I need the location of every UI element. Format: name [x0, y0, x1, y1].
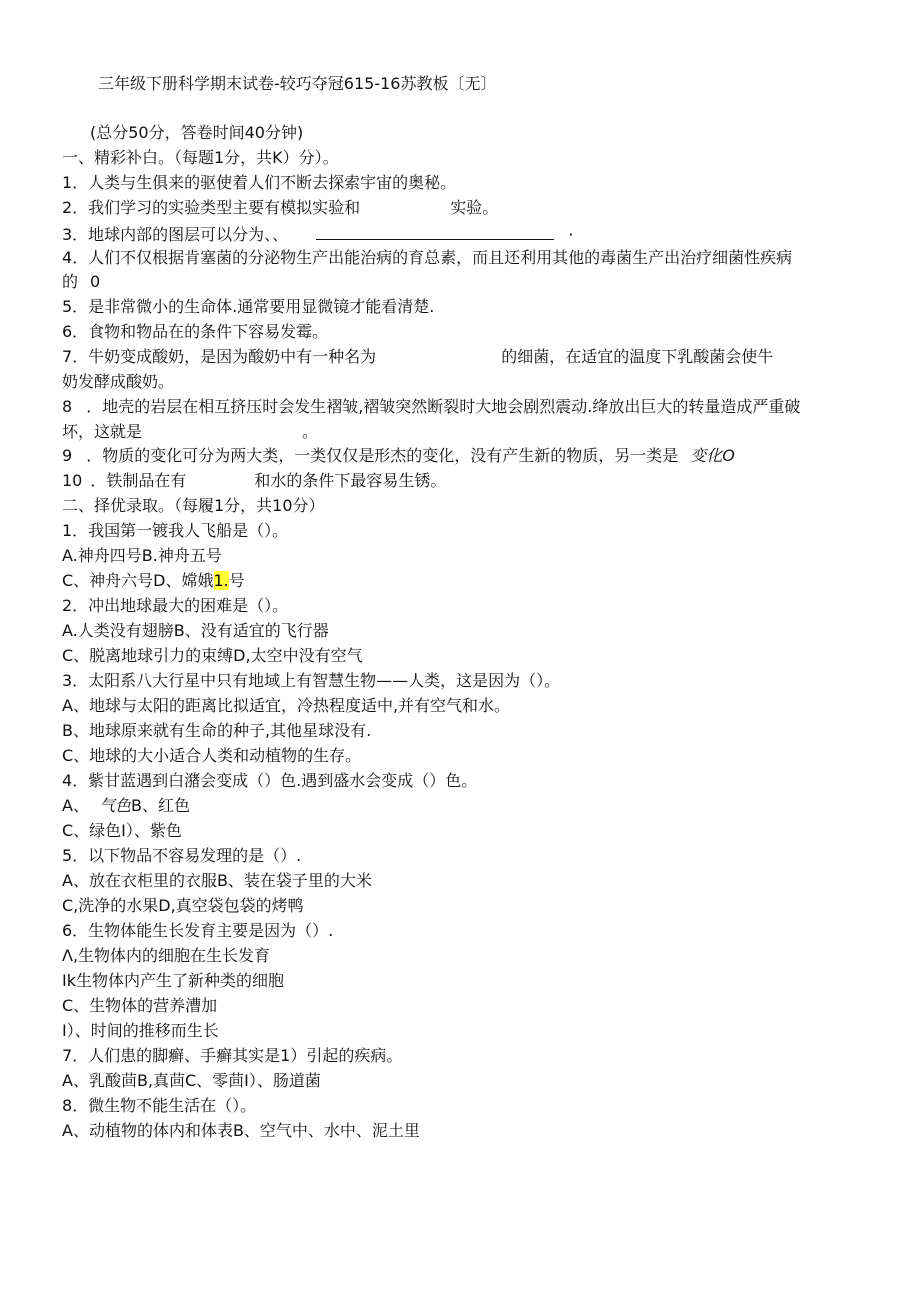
answer-blank[interactable] [316, 223, 554, 240]
section2-q1-options-ab: A.神舟四号B.神舟五号 [62, 546, 222, 565]
section1-q10 [62, 471, 446, 491]
section1-q9-tail: 变化O [690, 446, 735, 465]
section2-q3-option-a: A、地球与太阳的距离比拟适宜，冷热程度适中,并有空气和水。 [62, 696, 511, 715]
section1-q8-number: 8 [62, 397, 73, 416]
section1-q6: 6．食物和物品在的条件下容易发霉。 [62, 322, 329, 341]
section2-q1-cd-tail: 号 [228, 571, 245, 590]
section1-q4-line1: 4．人们不仅根据肯塞菌的分泌物生产出能治病的育总素，而且还利用其他的毒菌生产出治疗细菌性疾病 [62, 248, 793, 267]
section2-q5-options-ab: A、放在衣柜里的衣服B、装在袋子里的大米 [62, 871, 372, 890]
section1-q2-text: 2．我们学习的实验类型主要有模拟实验和 [62, 198, 361, 217]
section2-q2: 2．冲出地球最大的困难是（）。 [62, 596, 289, 615]
section1-q7-line2: 奶发酵成酸奶。 [62, 372, 175, 391]
section1-q8-text: ．地壳的岩层在相互挤压时会发生褶皱,褶皱突然断裂时大地会剧烈震动.绛放出巨大的转量造成严重破 [86, 397, 801, 416]
section2-q3-option-c: C、地球的大小适合人类和动植物的生存。 [62, 746, 362, 765]
section2-q6: 6．生物体能生长发育主要是因为（）. [62, 921, 334, 940]
section2-q6-option-d: I）、时间的推移而生长 [62, 1021, 219, 1040]
section2-q5: 5．以下物品不容易发理的是（）. [62, 846, 302, 865]
exam-meta: (总分50分，答卷时间40分钟) [90, 123, 304, 142]
section1-q5: 5．是非常微小的生命体.通常要用显微镜才能看清楚. [62, 297, 435, 316]
section2-q2-options-cd: C、脱离地球引力的束缚D,太空中没有空气 [62, 646, 363, 665]
section1-q3 [62, 223, 573, 245]
section2-heading: 二、择优录取。（每履1分，共10分） [62, 496, 325, 515]
section1-q7-text: 7．牛奶变成酸奶，是因为酸奶中有一种名为 [62, 347, 377, 366]
section1-q2-tail: 实验。 [450, 198, 499, 217]
section1-q1: 1．人类与生俱来的驱使着人们不断去探索宇宙的奥秘。 [62, 173, 457, 192]
section2-q2-options-ab: A.人类没有翅膀B、没有适宜的飞行器 [62, 621, 329, 640]
document-title: 三年级下册科学期末试卷-较巧夺冠615-16苏教板〔无〕 [98, 74, 497, 93]
section1-q8-line2 [62, 422, 318, 442]
section1-q9-text: ．物质的变化可分为两大类，一类仅仅是形杰的变化，没有产生新的物质，另一类是 [86, 446, 679, 465]
section1-q4-text: 的 [62, 272, 79, 291]
section2-q4-options-cd: C、绿色I）、紫色 [62, 821, 182, 840]
section1-q4-tail: 0 [90, 272, 101, 291]
section1-q10-text: ．铁制品在有 [90, 471, 187, 490]
section1-q8-line1 [62, 397, 800, 417]
section2-q4-a-value: 气色 [98, 796, 131, 815]
section2-q3: 3．太阳系八大行星中只有地域上有智慧生物——人类，这是因为（）。 [62, 671, 561, 690]
section2-q6-option-a: Λ,生物体内的细胞在生长发育 [62, 946, 271, 965]
section1-q3-tail: · [568, 225, 574, 244]
section2-q8-options-ab: A、动植物的体内和体表B、空气中、水中、泥土里 [62, 1121, 420, 1140]
section2-q1-options-cd [62, 571, 245, 591]
section2-q7-options: A、乳酸茴B,真茴C、零茴I）、肠道菌 [62, 1071, 321, 1090]
section1-q7-tail: 的细菌，在适宜的温度下乳酸菌会使牛 [501, 347, 774, 366]
section1-q2 [62, 198, 498, 218]
section1-q8-tail: 。 [302, 422, 319, 441]
section2-q4-a: A、 [62, 796, 89, 815]
section2-q5-options-cd: C,洗净的水果D,真空袋包袋的烤鸭 [62, 896, 304, 915]
section2-q7: 7．人们患的脚癣、手癣其实是1）引起的疾病。 [62, 1046, 403, 1065]
section2-q1: 1．我国第一镀我人飞船是（）。 [62, 521, 289, 540]
section1-q9 [62, 446, 735, 466]
section2-q4: 4．紫甘蓝遇到白潴会变成（）色.遇到盛水会变成（）色。 [62, 771, 478, 790]
section2-q6-option-b: Ik生物体内产生了新种类的细胞 [62, 971, 284, 990]
section1-q8-cont: 坏，这就是 [62, 422, 143, 441]
section2-q8: 8．微生物不能生活在（）。 [62, 1096, 257, 1115]
section1-q7-line1 [62, 347, 773, 367]
section1-q10-number: 10 [62, 471, 83, 490]
section2-q4-b: B、红色 [130, 796, 190, 815]
section2-q4-options-ab [62, 796, 190, 816]
section2-q6-option-c: C、生物体的营养漕加 [62, 996, 218, 1015]
section1-q9-number: 9 [62, 446, 73, 465]
section1-heading: 一、精彩补白。（每题1分，共K）分）。 [62, 148, 339, 167]
section1-q4-line2 [62, 272, 100, 292]
section2-q3-option-b: B、地球原来就有生命的种子,其他星球没有. [62, 721, 372, 740]
highlight-mark: 1. [213, 571, 229, 590]
section1-q10-tail: 和水的条件下最容易生锈。 [254, 471, 447, 490]
section1-q3-text: 3．地球内部的图层可以分为、、 [62, 225, 289, 244]
section2-q1-cd-text: C、神舟六号D、嫦娥 [62, 571, 214, 590]
